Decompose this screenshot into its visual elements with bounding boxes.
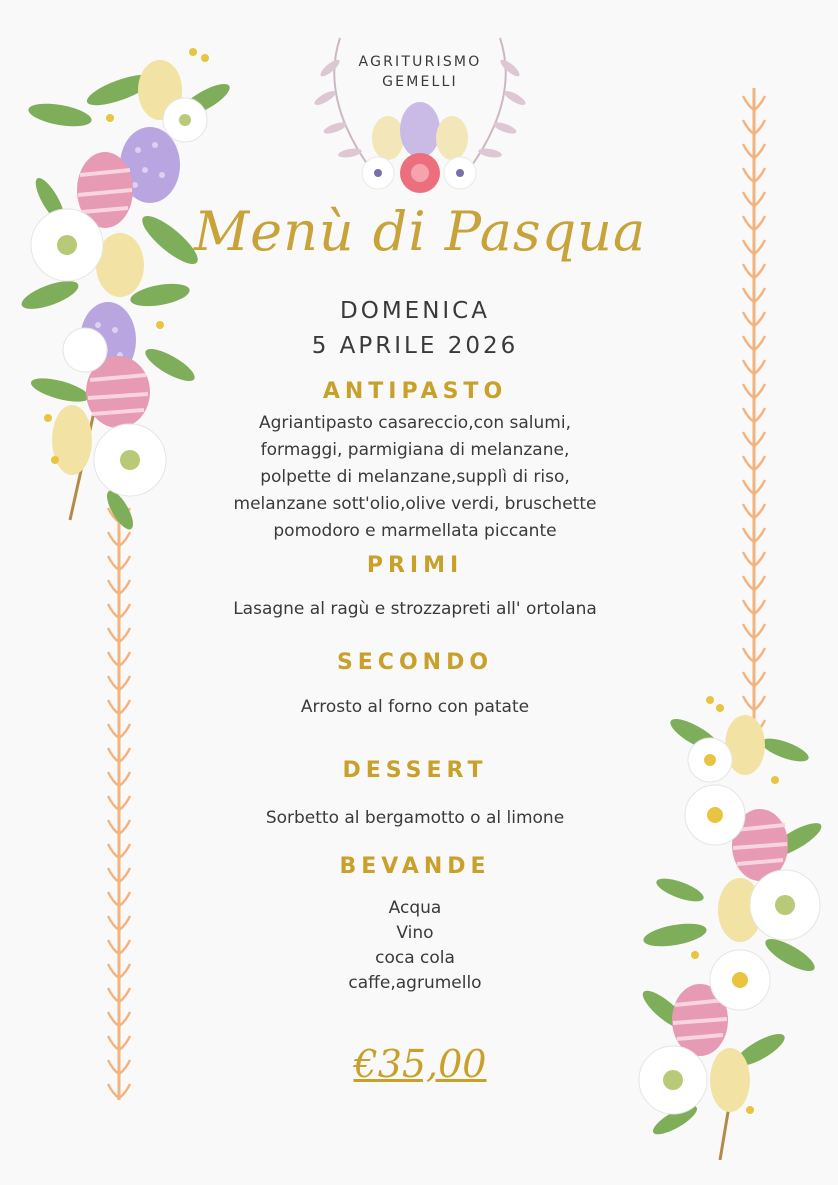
menu-price: €35,00 bbox=[353, 1042, 487, 1086]
section-heading-bevande: BEVANDE bbox=[339, 854, 491, 879]
easter-egg-flower-bouquet-bottom-right bbox=[625, 690, 835, 1160]
section-items-bevande bbox=[190, 896, 640, 996]
menu-item-line: Lasagne al ragù e strozzapreti all' ortolana bbox=[233, 599, 597, 619]
menu-item-line: polpette di melanzane,supplì di riso, bbox=[260, 467, 570, 487]
menu-item-line: Sorbetto al bergamotto o al limone bbox=[265, 808, 565, 828]
menu-item-line: caffe,agrumello bbox=[348, 973, 482, 993]
logo-line-2: GEMELLI bbox=[382, 74, 458, 90]
section-heading-secondo: SECONDO bbox=[336, 650, 494, 675]
menu-item-line: coca cola bbox=[375, 948, 455, 968]
section-items-primi bbox=[190, 596, 640, 623]
logo-line-1: AGRITURISMO bbox=[358, 54, 482, 70]
menu-item-line: formaggi, parmigiana di melanzane, bbox=[260, 440, 570, 460]
menu-item-line: pomodoro e marmellata piccante bbox=[273, 521, 557, 541]
menu-item-line: Vino bbox=[396, 923, 434, 943]
section-heading-antipasto: ANTIPASTO bbox=[322, 379, 508, 404]
section-items-dessert bbox=[190, 805, 640, 832]
section-items-secondo bbox=[190, 694, 640, 721]
right-vine-decoration bbox=[734, 88, 774, 738]
left-vine-decoration bbox=[100, 500, 140, 1110]
menu-item-line: Agriantipasto casareccio,con salumi, bbox=[259, 413, 571, 433]
section-heading-primi: PRIMI bbox=[366, 553, 464, 578]
section-items-antipasto bbox=[190, 410, 640, 545]
menu-title: Menù di Pasqua bbox=[193, 200, 647, 263]
section-heading-dessert: DESSERT bbox=[342, 758, 488, 783]
menu-item-line: Acqua bbox=[388, 898, 442, 918]
menu-item-line: Arrosto al forno con patate bbox=[300, 697, 530, 717]
menu-item-line: melanzane sott'olio,olive verdi, bruschette bbox=[233, 494, 597, 514]
date-weekday: DOMENICA bbox=[340, 298, 490, 324]
date-full: 5 APRILE 2026 bbox=[311, 333, 519, 359]
logo-name bbox=[320, 52, 520, 92]
